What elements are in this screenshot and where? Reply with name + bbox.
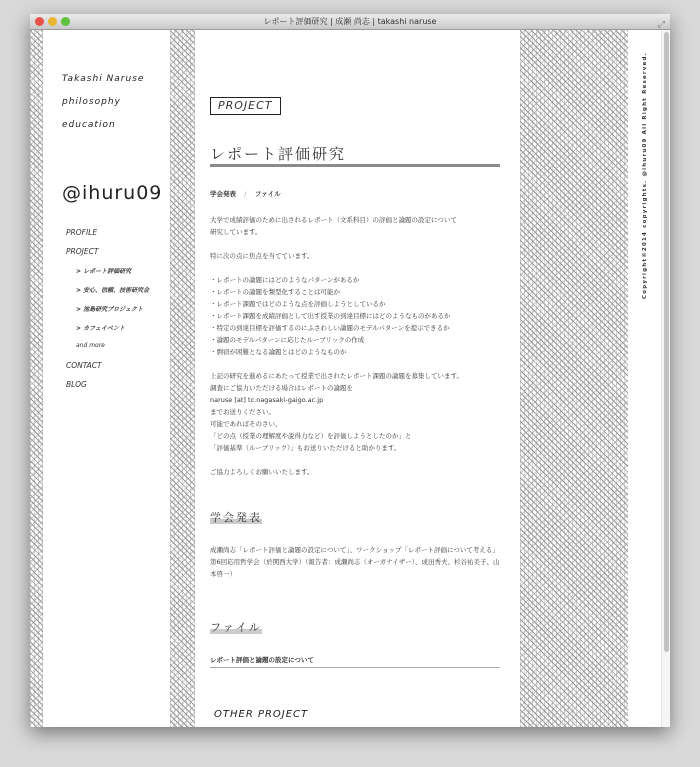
pattern-strip-right [520, 30, 628, 727]
intro-line: 研究しています。 [210, 228, 262, 236]
focus-text: 特に次の点に焦点を当てています。 [210, 252, 314, 260]
page-title: レポート評価研究 [210, 148, 500, 167]
request-line: 調査にご協力いただける場合はレポートの論題を [210, 384, 353, 392]
menu-sub-anshin[interactable]: > 安心、信頼、技術研究会 [76, 287, 150, 294]
list-item: ・レポート課題を成績評価として出す授業の到達目標にはどのようなものがあるか [210, 312, 451, 320]
copyright: Copyright©2014 copyrights. @ihuru09 All Right Reserved. [642, 52, 648, 299]
pattern-strip-left [30, 30, 43, 727]
conference-text: 成瀬尚志「レポート評価と論題の設定について」、ワークショップ「レポート評価について考える」第6回応用哲学会（於関西大学）（報告者：成瀬尚志（オーガナイザー）、成田秀夫、杉谷祐美子、山本啓一） [210, 546, 500, 578]
sidebar-menu [66, 228, 149, 399]
breadcrumb-separator: / [244, 190, 247, 198]
menu-blog[interactable]: BLOG [66, 380, 87, 389]
request-line: 「評価基準（ルーブリック）」もお送りいただけると助かります。 [210, 444, 401, 452]
zoom-button[interactable] [61, 17, 70, 26]
scrollbar-thumb[interactable] [664, 32, 669, 652]
file-link[interactable]: レポート評価と論題の設定について [210, 654, 500, 668]
fullscreen-icon[interactable]: ⤢ [657, 20, 665, 30]
tag-philosophy: philosophy [62, 97, 121, 107]
menu-sub-cafe[interactable]: > カフェイベント [76, 325, 125, 332]
menu-sub-report[interactable]: > レポート評価研究 [76, 268, 132, 275]
tag-education: education [62, 120, 116, 130]
menu-project[interactable]: PROJECT [66, 247, 99, 256]
list-item: ・特定の到達目標を評価するのにふさわしい論題のモデルパターンを提示できるか [210, 324, 450, 332]
file-heading: ファイル [210, 621, 262, 634]
description [210, 214, 505, 490]
site-logo[interactable]: @ihuru09 [62, 182, 163, 204]
browser-window [30, 14, 670, 727]
request-line: 「どの点（授業の理解度や説得力など）を評価しようとしたのか」と [210, 432, 412, 440]
anchor-conference[interactable]: 学会発表 [210, 190, 236, 198]
request-text [210, 370, 505, 454]
minimize-button[interactable] [48, 17, 57, 26]
section-label: PROJECT [210, 97, 281, 115]
intro-line: 大学で成績評価のために出されるレポート（文系科目）の評価と論題の設定について [210, 216, 457, 224]
list-item: ・レポート課題ではどのような点を評価しようとしているか [210, 300, 386, 308]
list-item: ・レポートの論題にはどのようなパターンがあるか [210, 276, 360, 284]
conference-heading: 学会発表 [210, 511, 262, 524]
menu-sub-more[interactable]: and more [76, 342, 105, 349]
thanks-text: ご協力よろしくお願いいたします。 [210, 468, 314, 476]
focus-list [210, 274, 505, 358]
email-address: naruse [at] tc.nagasaki-gaigo.ac.jp [210, 396, 324, 404]
main-content [210, 30, 500, 727]
window-title: レポート評価研究 | 成瀬 尚志 | takashi naruse [263, 17, 437, 26]
pattern-strip-middle [170, 30, 195, 727]
request-line: 可能であればそのさい、 [210, 420, 282, 428]
menu-contact[interactable]: CONTACT [66, 361, 102, 370]
menu-profile[interactable]: PROFILE [66, 228, 98, 237]
profile-tags [62, 74, 144, 143]
close-button[interactable] [35, 17, 44, 26]
list-item: ・論題のモデルパターンに応じたルーブリックの作成 [210, 336, 365, 344]
list-item: ・剽窃が困難となる論題とはどのようなものか [210, 348, 347, 356]
request-line: 上記の研究を進めるにあたって授業で出されたレポート課題の論題を募集しています。 [210, 372, 463, 380]
other-project-heading: OTHER PROJECT [214, 709, 309, 720]
request-line: までお送りください。 [210, 408, 275, 416]
tag-name: Takashi Naruse [62, 74, 145, 84]
breadcrumb [210, 188, 281, 200]
title-bar [30, 14, 670, 30]
list-item: ・レポートの論題を類型化することは可能か [210, 288, 340, 296]
anchor-file[interactable]: ファイル [254, 190, 281, 198]
scrollbar[interactable] [661, 30, 670, 727]
menu-sub-ikeshima[interactable]: > 池島研究プロジェクト [76, 306, 143, 313]
